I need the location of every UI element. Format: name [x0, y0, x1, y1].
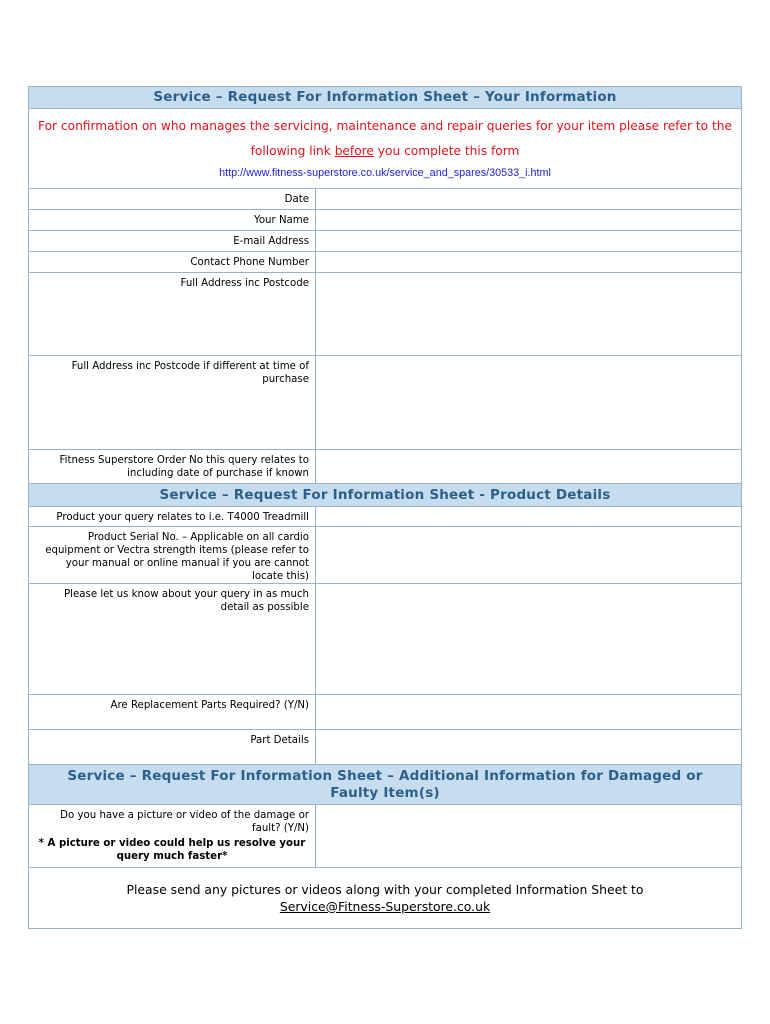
section-header-product-details: [29, 484, 742, 507]
service-link[interactable]: http://www.fitness-superstore.co.uk/service_and_spares/30533_i.html: [219, 167, 551, 179]
query-details-field[interactable]: [316, 584, 742, 695]
form-row-order-number: [29, 450, 742, 484]
section-title: Service – Request For Information Sheet - Product Details: [159, 486, 611, 503]
field-label: Full Address inc Postcode if different at time of purchase: [29, 356, 316, 450]
section-title: Service – Request For Information Sheet – Your Information: [153, 89, 617, 105]
before-emphasis: before: [334, 144, 374, 158]
form-row-part-details: [29, 730, 742, 765]
field-label: E-mail Address: [29, 231, 316, 252]
form-row-date: [29, 189, 742, 210]
form-row-product: [29, 507, 742, 527]
service-email-link[interactable]: Service@Fitness-Superstore.co.uk: [279, 899, 491, 914]
address-different-field[interactable]: [316, 356, 742, 450]
field-label: Contact Phone Number: [29, 252, 316, 273]
section-header-your-information: [29, 87, 742, 109]
serial-number-field[interactable]: [316, 527, 742, 584]
field-label: Are Replacement Parts Required? (Y/N): [29, 695, 316, 730]
section-header-additional-information: [29, 765, 742, 805]
confirmation-note: For confirmation on who manages the servicing, maintenance and repair queries for your item please refer to the following link before you complete this form: [38, 119, 732, 158]
form-row-phone: [29, 252, 742, 273]
order-number-field[interactable]: [316, 450, 742, 484]
field-label: Full Address inc Postcode: [29, 273, 316, 356]
field-label: Product your query relates to i.e. T4000 Treadmill: [29, 507, 316, 527]
product-field[interactable]: [316, 507, 742, 527]
email-field[interactable]: [316, 231, 742, 252]
form-row-parts-required: [29, 695, 742, 730]
form-row-serial: [29, 527, 742, 584]
field-label: Part Details: [29, 730, 316, 765]
form-row-query: [29, 584, 742, 695]
footer-instruction: Please send any pictures or videos along with your completed Information Sheet to: [126, 882, 644, 897]
field-label: Do you have a picture or video of the damage or fault? (Y/N): [60, 810, 309, 834]
phone-field[interactable]: [316, 252, 742, 273]
field-label: Please let us know about your query in as much detail as possible: [29, 584, 316, 695]
intro-row: [29, 109, 742, 189]
parts-required-field[interactable]: [316, 695, 742, 730]
field-label: Date: [29, 189, 316, 210]
form-row-address: [29, 273, 742, 356]
form-row-address-different: [29, 356, 742, 450]
form-row-email: [29, 231, 742, 252]
section-title: Service – Request For Information Sheet – Additional Information for Damaged or Faulty Item(s): [67, 767, 703, 801]
name-field[interactable]: [316, 210, 742, 231]
information-sheet-form: [28, 86, 742, 929]
address-field[interactable]: [316, 273, 742, 356]
picture-field[interactable]: [316, 805, 742, 868]
footer-cell: [29, 868, 742, 929]
picture-note: * A picture or video could help us resolve your query much faster*: [38, 838, 306, 862]
field-label: Your Name: [29, 210, 316, 231]
picture-label-cell: [29, 805, 316, 868]
form-row-picture: [29, 805, 742, 868]
date-field[interactable]: [316, 189, 742, 210]
footer-row: [29, 868, 742, 929]
part-details-field[interactable]: [316, 730, 742, 765]
form-row-name: [29, 210, 742, 231]
field-label: Fitness Superstore Order No this query relates to including date of purchase if known: [29, 450, 316, 484]
field-label: Product Serial No. – Applicable on all cardio equipment or Vectra strength items (please refer to your manual or online manual if you are cannot locate this): [29, 527, 316, 584]
